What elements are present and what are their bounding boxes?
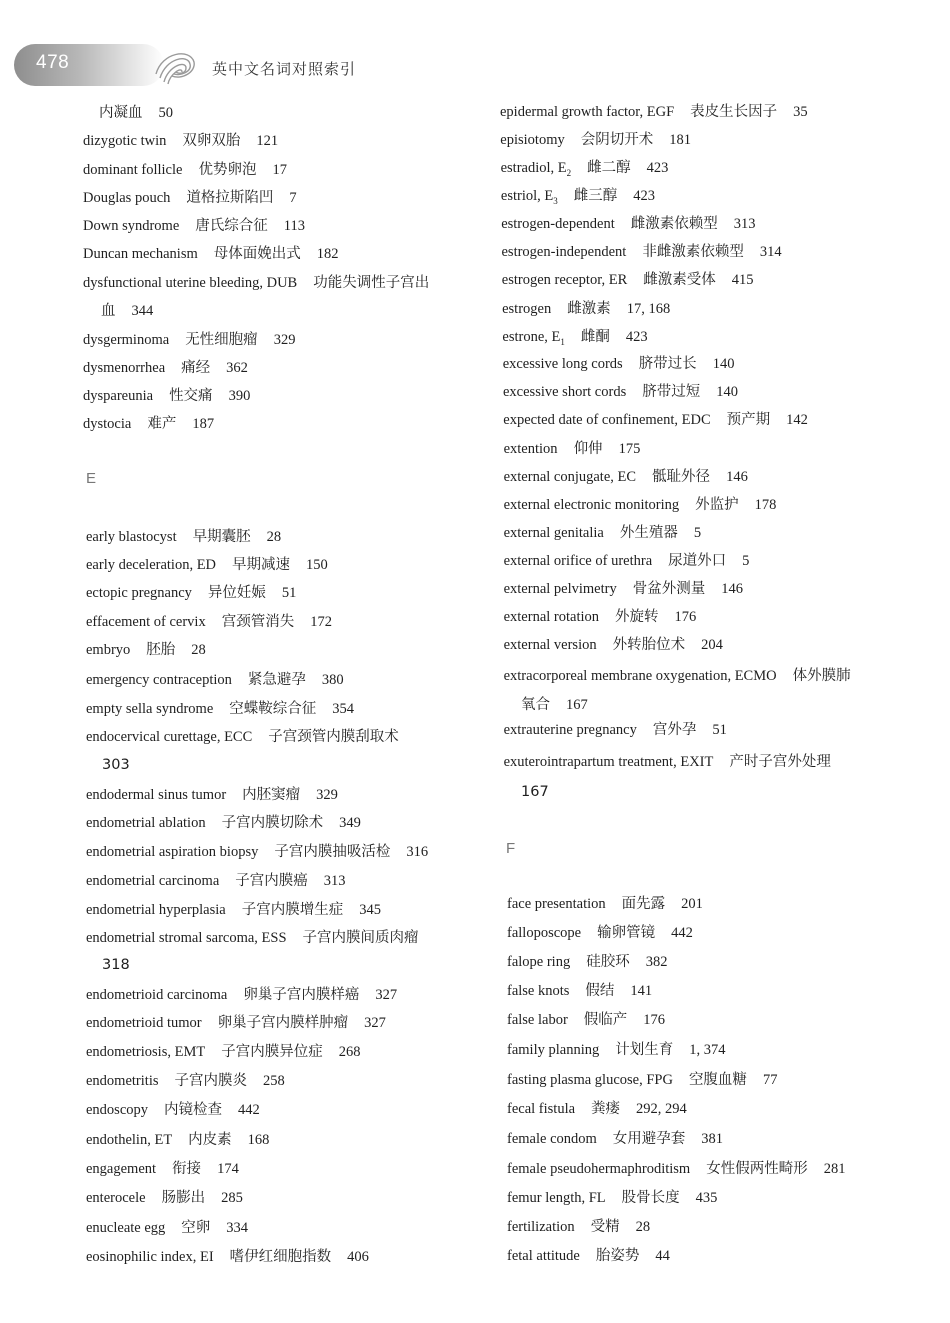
entry-pages: 178 <box>754 497 777 513</box>
entry-translation: 计划生育 <box>615 1042 674 1058</box>
entry-term: ectopic pregnancy <box>86 585 192 601</box>
entry-term: external version <box>503 637 597 653</box>
entry-term: external rotation <box>503 609 600 625</box>
entry-pages: 5 <box>693 525 702 541</box>
entry-pages: 345 <box>359 902 381 918</box>
entry-pages: 423 <box>633 188 655 204</box>
entry-pages: 281 <box>823 1161 846 1177</box>
entry-translation: 子宫内膜异位症 <box>221 1044 323 1060</box>
entry-term: extrauterine pregnancy <box>503 722 637 738</box>
entry-translation: 内皮素 <box>188 1132 232 1148</box>
entry-translation: 雌激素受体 <box>643 272 716 288</box>
entry-term: dizygotic twin <box>83 133 167 149</box>
entry-pages: 174 <box>217 1161 239 1177</box>
entry-translation: 衔接 <box>172 1161 202 1177</box>
entry-translation: 会阴切开术 <box>580 132 654 148</box>
index-entry <box>501 214 755 234</box>
entry-translation: 空卵 <box>181 1220 211 1236</box>
entry-term: dysmenorrhea <box>83 360 166 376</box>
entry-translation: 输卵管镜 <box>597 925 656 941</box>
entry-term: episiotomy <box>500 132 565 148</box>
entry-term: extention <box>503 441 558 457</box>
index-entry <box>507 923 693 943</box>
entry-term: effacement of cervix <box>86 614 206 630</box>
entry-term: epidermal growth factor, EGF <box>500 104 675 120</box>
entry-translation: 早期减速 <box>232 557 291 573</box>
entry-translation: 早期囊胚 <box>192 529 251 545</box>
entry-term: dyspareunia <box>83 388 154 404</box>
index-entry <box>507 1188 717 1208</box>
entry-term: dysgerminoma <box>83 332 170 348</box>
index-entry <box>507 1159 845 1179</box>
index-entry <box>504 607 697 627</box>
entry-pages: 313 <box>323 873 346 889</box>
entry-pages: 344 <box>131 303 154 319</box>
entry-pages: 285 <box>221 1190 243 1206</box>
entry-term: endodermal sinus tumor <box>86 787 227 803</box>
entry-pages: 176 <box>643 1012 666 1028</box>
entry-translation: 外监护 <box>695 497 739 513</box>
entry-term: fetal attitude <box>507 1248 580 1264</box>
entry-term: endometritis <box>86 1073 159 1089</box>
entry-translation: 肠膨出 <box>161 1190 206 1206</box>
entry-term: enucleate egg <box>86 1220 166 1236</box>
entry-term: false labor <box>507 1012 568 1028</box>
entry-pages: 168 <box>247 1132 270 1148</box>
entry-translation: 外转胎位术 <box>612 637 686 653</box>
entry-pages: 380 <box>321 672 344 688</box>
entry-translation: 胚胎 <box>146 642 176 658</box>
entry-translation: 母体面娩出式 <box>213 246 301 262</box>
entry-translation: 外生殖器 <box>619 525 678 541</box>
entry-translation: 雌激素 <box>567 301 611 317</box>
entry-term: endocervical curettage, ECC <box>86 729 253 745</box>
entry-term: endometrioid carcinoma <box>86 987 228 1003</box>
entry-term: endometriosis, EMT <box>86 1044 206 1060</box>
entry-pages: 51 <box>281 585 297 601</box>
entry-translation: 雌三醇 <box>573 188 618 204</box>
entry-translation: 子宫内膜抽吸活检 <box>274 844 391 860</box>
entry-translation: 子宫内膜增生症 <box>241 902 344 918</box>
entry-pages: 17, 168 <box>626 301 671 317</box>
entry-translation: 子宫内膜炎 <box>174 1073 247 1089</box>
entry-term: falope ring <box>507 954 571 970</box>
index-entry <box>507 1217 650 1237</box>
entry-translation: 无性细胞瘤 <box>185 332 258 348</box>
entry-translation: 脐带过短 <box>642 384 701 400</box>
index-entry <box>504 495 777 515</box>
entry-term: empty sella syndrome <box>86 701 214 717</box>
entry-translation: 体外膜肺 <box>792 668 851 684</box>
entry-translation: 空腹血糖 <box>688 1072 747 1088</box>
entry-continuation: 血 <box>101 303 116 319</box>
index-entry <box>507 952 667 972</box>
entry-pages: 141 <box>630 983 653 999</box>
entry-translation: 产时子宫外处理 <box>729 754 831 770</box>
entry-pages: 354 <box>332 701 355 717</box>
entry-translation: 骶耻外径 <box>652 469 711 485</box>
entry-translation: 双卵双胎 <box>182 133 241 149</box>
entry-term: excessive short cords <box>503 384 627 400</box>
entry-translation: 唐氏综合征 <box>195 218 268 234</box>
entry-translation: 内胚窦瘤 <box>242 787 301 803</box>
entry-term: external genitalia <box>503 525 604 541</box>
entry-pages: 415 <box>731 272 754 288</box>
entry-pages: 50 <box>158 105 173 121</box>
entry-pages: 316 <box>406 844 429 860</box>
entry-translation: 宫外孕 <box>652 722 697 738</box>
entry-translation: 脐带过长 <box>638 356 697 372</box>
entry-pages: 5 <box>742 553 750 569</box>
index-entry <box>504 666 851 686</box>
entry-pages: 113 <box>283 218 305 234</box>
index-entry <box>502 299 670 319</box>
entry-pages: 382 <box>645 954 668 970</box>
index-entry <box>507 1010 665 1030</box>
entry-term: endometrial stromal sarcoma, ESS <box>86 930 287 946</box>
entry-pages: 7 <box>289 190 297 206</box>
entry-translation: 胎姿势 <box>595 1248 640 1264</box>
entry-term: Down syndrome <box>83 218 180 234</box>
entry-translation: 内镜检查 <box>164 1102 223 1118</box>
entry-pages: 362 <box>226 360 248 376</box>
entry-translation: 卵巢子宫内膜样癌 <box>243 987 360 1003</box>
index-entry <box>501 186 655 211</box>
entry-translation: 性交痛 <box>169 388 213 404</box>
entry-translation: 女性假两性畸形 <box>706 1161 808 1177</box>
index-entry <box>503 410 808 430</box>
entry-pages: 442 <box>238 1102 260 1118</box>
section-letter-e: E <box>86 470 97 487</box>
entry-pages: 146 <box>721 581 743 597</box>
entry-translation: 卵巢子宫内膜样肿瘤 <box>217 1015 349 1031</box>
entry-term: expected date of confinement, EDC <box>503 412 711 428</box>
entry-pages: 329 <box>316 787 338 803</box>
entry-translation: 雌二醇 <box>587 160 631 176</box>
entry-subscript: 1 <box>560 336 565 347</box>
entry-translation: 受精 <box>590 1219 620 1235</box>
index-entry <box>500 130 691 150</box>
entry-term: endothelin, ET <box>86 1132 173 1148</box>
entry-translation: 嗜伊红细胞指数 <box>229 1249 332 1265</box>
entry-translation: 假结 <box>585 983 615 999</box>
entry-term: external electronic monitoring <box>503 497 680 513</box>
entry-pages: 44 <box>655 1248 670 1264</box>
entry-pages: 204 <box>701 637 723 653</box>
index-entry <box>507 1070 777 1090</box>
entry-translation: 宫颈管消失 <box>221 614 295 630</box>
entry-term: endometrial carcinoma <box>86 873 220 889</box>
entry-term: early blastocyst <box>86 529 177 545</box>
page-number: 478 <box>36 52 70 73</box>
entry-pages: 140 <box>716 384 738 400</box>
index-entry <box>507 1129 723 1149</box>
entry-pages: 314 <box>759 244 782 260</box>
entry-translation: 表皮生长因子 <box>690 104 778 120</box>
section-title: 英中文名词对照索引 <box>212 60 357 78</box>
entry-pages: 406 <box>347 1249 369 1265</box>
entry-translation: 痛经 <box>181 360 211 376</box>
entry-pages: 423 <box>646 160 669 176</box>
index-entry <box>504 752 831 772</box>
entry-translation: 子宫颈管内膜刮取术 <box>268 729 399 745</box>
entry-pages: 1, 374 <box>689 1042 726 1058</box>
entry-subscript: 3 <box>553 195 558 206</box>
entry-translation: 雌酮 <box>580 329 610 345</box>
entry-pages: 77 <box>762 1072 778 1088</box>
entry-pages: 172 <box>310 614 332 630</box>
index-entry <box>504 467 748 487</box>
entry-term: endometrioid tumor <box>86 1015 202 1031</box>
entry-pages: 187 <box>192 416 215 432</box>
entry-term: excessive long cords <box>502 356 623 372</box>
entry-term: endoscopy <box>86 1102 149 1118</box>
entry-translation: 女用避孕套 <box>612 1131 686 1147</box>
entry-pages: 435 <box>695 1190 718 1206</box>
entry-pages: 142 <box>786 412 808 428</box>
entry-translation: 优势卵泡 <box>198 162 257 178</box>
entry-pages: 258 <box>263 1073 285 1089</box>
entry-translation: 骨盆外测量 <box>632 581 706 597</box>
entry-term: fasting plasma glucose, FPG <box>507 1072 673 1088</box>
entry-translation: 异位妊娠 <box>207 585 266 601</box>
entry-term: early deceleration, ED <box>86 557 217 573</box>
entry-term: fecal fistula <box>507 1101 576 1117</box>
index-entry <box>502 327 647 352</box>
entry-pages: 442 <box>671 925 693 941</box>
entry-term: family planning <box>507 1042 600 1058</box>
index-entry <box>502 270 754 290</box>
entry-term: exuterointrapartum treatment, EXIT <box>503 754 714 770</box>
entry-term: external pelvimetry <box>503 581 617 597</box>
entry-pages: 176 <box>674 609 697 625</box>
index-entry-continuation <box>521 695 588 715</box>
index-entry <box>504 579 743 599</box>
entry-continuation: 318 <box>102 957 130 973</box>
entry-pages: 35 <box>793 104 808 120</box>
entry-pages: 17 <box>272 162 287 178</box>
entry-term: estrogen receptor, ER <box>501 272 628 288</box>
index-entry <box>507 894 703 914</box>
entry-translation: 非雌激素依赖型 <box>642 244 744 260</box>
entry-translation: 紧急避孕 <box>247 672 306 688</box>
section-letter-f: F <box>506 840 516 857</box>
entry-subscript: 2 <box>566 167 572 178</box>
entry-continuation: 167 <box>521 784 549 800</box>
entry-term: embryo <box>86 642 131 658</box>
entry-term: estrone, E <box>502 329 561 345</box>
entry-term: false knots <box>507 983 570 999</box>
entry-term: estrogen-dependent <box>501 216 615 232</box>
entry-term: Douglas pouch <box>83 190 171 206</box>
entry-pages: 292, 294 <box>636 1101 687 1117</box>
entry-term: emergency contraception <box>86 672 232 688</box>
entry-pages: 381 <box>701 1131 724 1147</box>
entry-pages: 28 <box>635 1219 651 1235</box>
entry-term: endometrial aspiration biopsy <box>86 844 259 860</box>
index-entry <box>507 1246 670 1266</box>
index-entry <box>503 354 735 374</box>
entry-term: femur length, FL <box>507 1190 606 1206</box>
index-entry <box>507 1099 687 1119</box>
entry-term: estriol, E <box>500 188 554 204</box>
index-entry <box>504 439 641 459</box>
entry-translation: 子宫内膜切除术 <box>221 815 324 831</box>
index-entry <box>504 635 723 655</box>
entry-translation: 难产 <box>147 416 177 432</box>
entry-translation: 外旋转 <box>615 609 659 625</box>
entry-translation: 道格拉斯陷凹 <box>186 190 274 206</box>
entry-term: female condom <box>507 1131 597 1147</box>
index-entry <box>504 720 727 740</box>
entry-continuation: 氧合 <box>521 697 550 713</box>
entry-term: estrogen <box>502 301 552 317</box>
index-entry-continuation <box>521 782 549 802</box>
entry-translation: 假临产 <box>583 1012 628 1028</box>
entry-term: external conjugate, EC <box>503 469 637 485</box>
entry-pages: 28 <box>266 529 282 545</box>
entry-translation: 尿道外口 <box>668 553 727 569</box>
entry-translation: 雌激素依赖型 <box>630 216 718 232</box>
entry-term: falloposcope <box>507 925 582 941</box>
entry-pages: 146 <box>726 469 748 485</box>
entry-term: endometrial ablation <box>86 815 206 831</box>
entry-pages: 349 <box>339 815 361 831</box>
entry-pages: 51 <box>712 722 727 738</box>
entry-pages: 182 <box>316 246 339 262</box>
entry-pages: 313 <box>733 216 756 232</box>
entry-term: enterocele <box>86 1190 146 1206</box>
entry-term: estradiol, E <box>500 160 567 176</box>
entry-term: fertilization <box>507 1219 575 1235</box>
entry-pages: 28 <box>191 642 206 658</box>
entry-translation: 预产期 <box>726 412 771 428</box>
entry-term: engagement <box>86 1161 157 1177</box>
entry-translation: 子宫内膜癌 <box>235 873 308 889</box>
entry-term: female pseudohermaphroditism <box>507 1161 691 1177</box>
entry-term: external orifice of urethra <box>503 553 653 569</box>
index-entry <box>504 551 750 571</box>
entry-pages: 329 <box>273 332 296 348</box>
entry-term: eosinophilic index, EI <box>86 1249 214 1265</box>
entry-pages: 390 <box>228 388 251 404</box>
entry-translation: 子宫内膜间质肉瘤 <box>302 930 419 946</box>
entry-term: dysfunctional uterine bleeding, DUB <box>83 275 298 291</box>
entry-term: dystocia <box>83 416 132 432</box>
entry-translation: 面先露 <box>621 896 666 912</box>
index-entry <box>504 523 702 543</box>
entry-pages: 334 <box>226 1220 249 1236</box>
entry-term: dominant follicle <box>83 162 183 178</box>
entry-translation: 股骨长度 <box>621 1190 680 1206</box>
index-entry <box>507 981 652 1001</box>
index-entry <box>502 242 782 262</box>
entry-pages: 181 <box>669 132 691 148</box>
entry-term: Duncan mechanism <box>83 246 198 262</box>
entry-pages: 327 <box>364 1015 386 1031</box>
entry-pages: 121 <box>256 133 279 149</box>
entry-pages: 327 <box>375 987 398 1003</box>
entry-translation: 空蝶鞍综合征 <box>229 701 317 717</box>
entry-pages: 150 <box>306 557 328 573</box>
entry-term: face presentation <box>507 896 606 912</box>
index-entry <box>500 102 808 122</box>
entry-continuation: 303 <box>102 757 130 773</box>
entry-pages: 201 <box>681 896 703 912</box>
entry-translation: 仰伸 <box>573 441 603 457</box>
index-entry <box>503 382 738 402</box>
entry-pages: 167 <box>566 697 588 713</box>
entry-translation: 粪瘘 <box>591 1101 621 1117</box>
entry-term: extracorporeal membrane oxygenation, ECMO <box>503 668 777 684</box>
entry-translation: 内凝血 <box>99 105 143 121</box>
entry-translation: 硅胶环 <box>586 954 630 970</box>
entry-term: estrogen-independent <box>501 244 627 260</box>
entry-translation: 功能失调性子宫出 <box>313 275 430 291</box>
entry-pages: 423 <box>625 329 648 345</box>
index-entry <box>507 1040 725 1060</box>
index-entry <box>501 158 669 183</box>
entry-term: endometrial hyperplasia <box>86 902 226 918</box>
entry-pages: 268 <box>338 1044 361 1060</box>
entry-pages: 175 <box>618 441 641 457</box>
entry-pages: 140 <box>712 356 735 372</box>
